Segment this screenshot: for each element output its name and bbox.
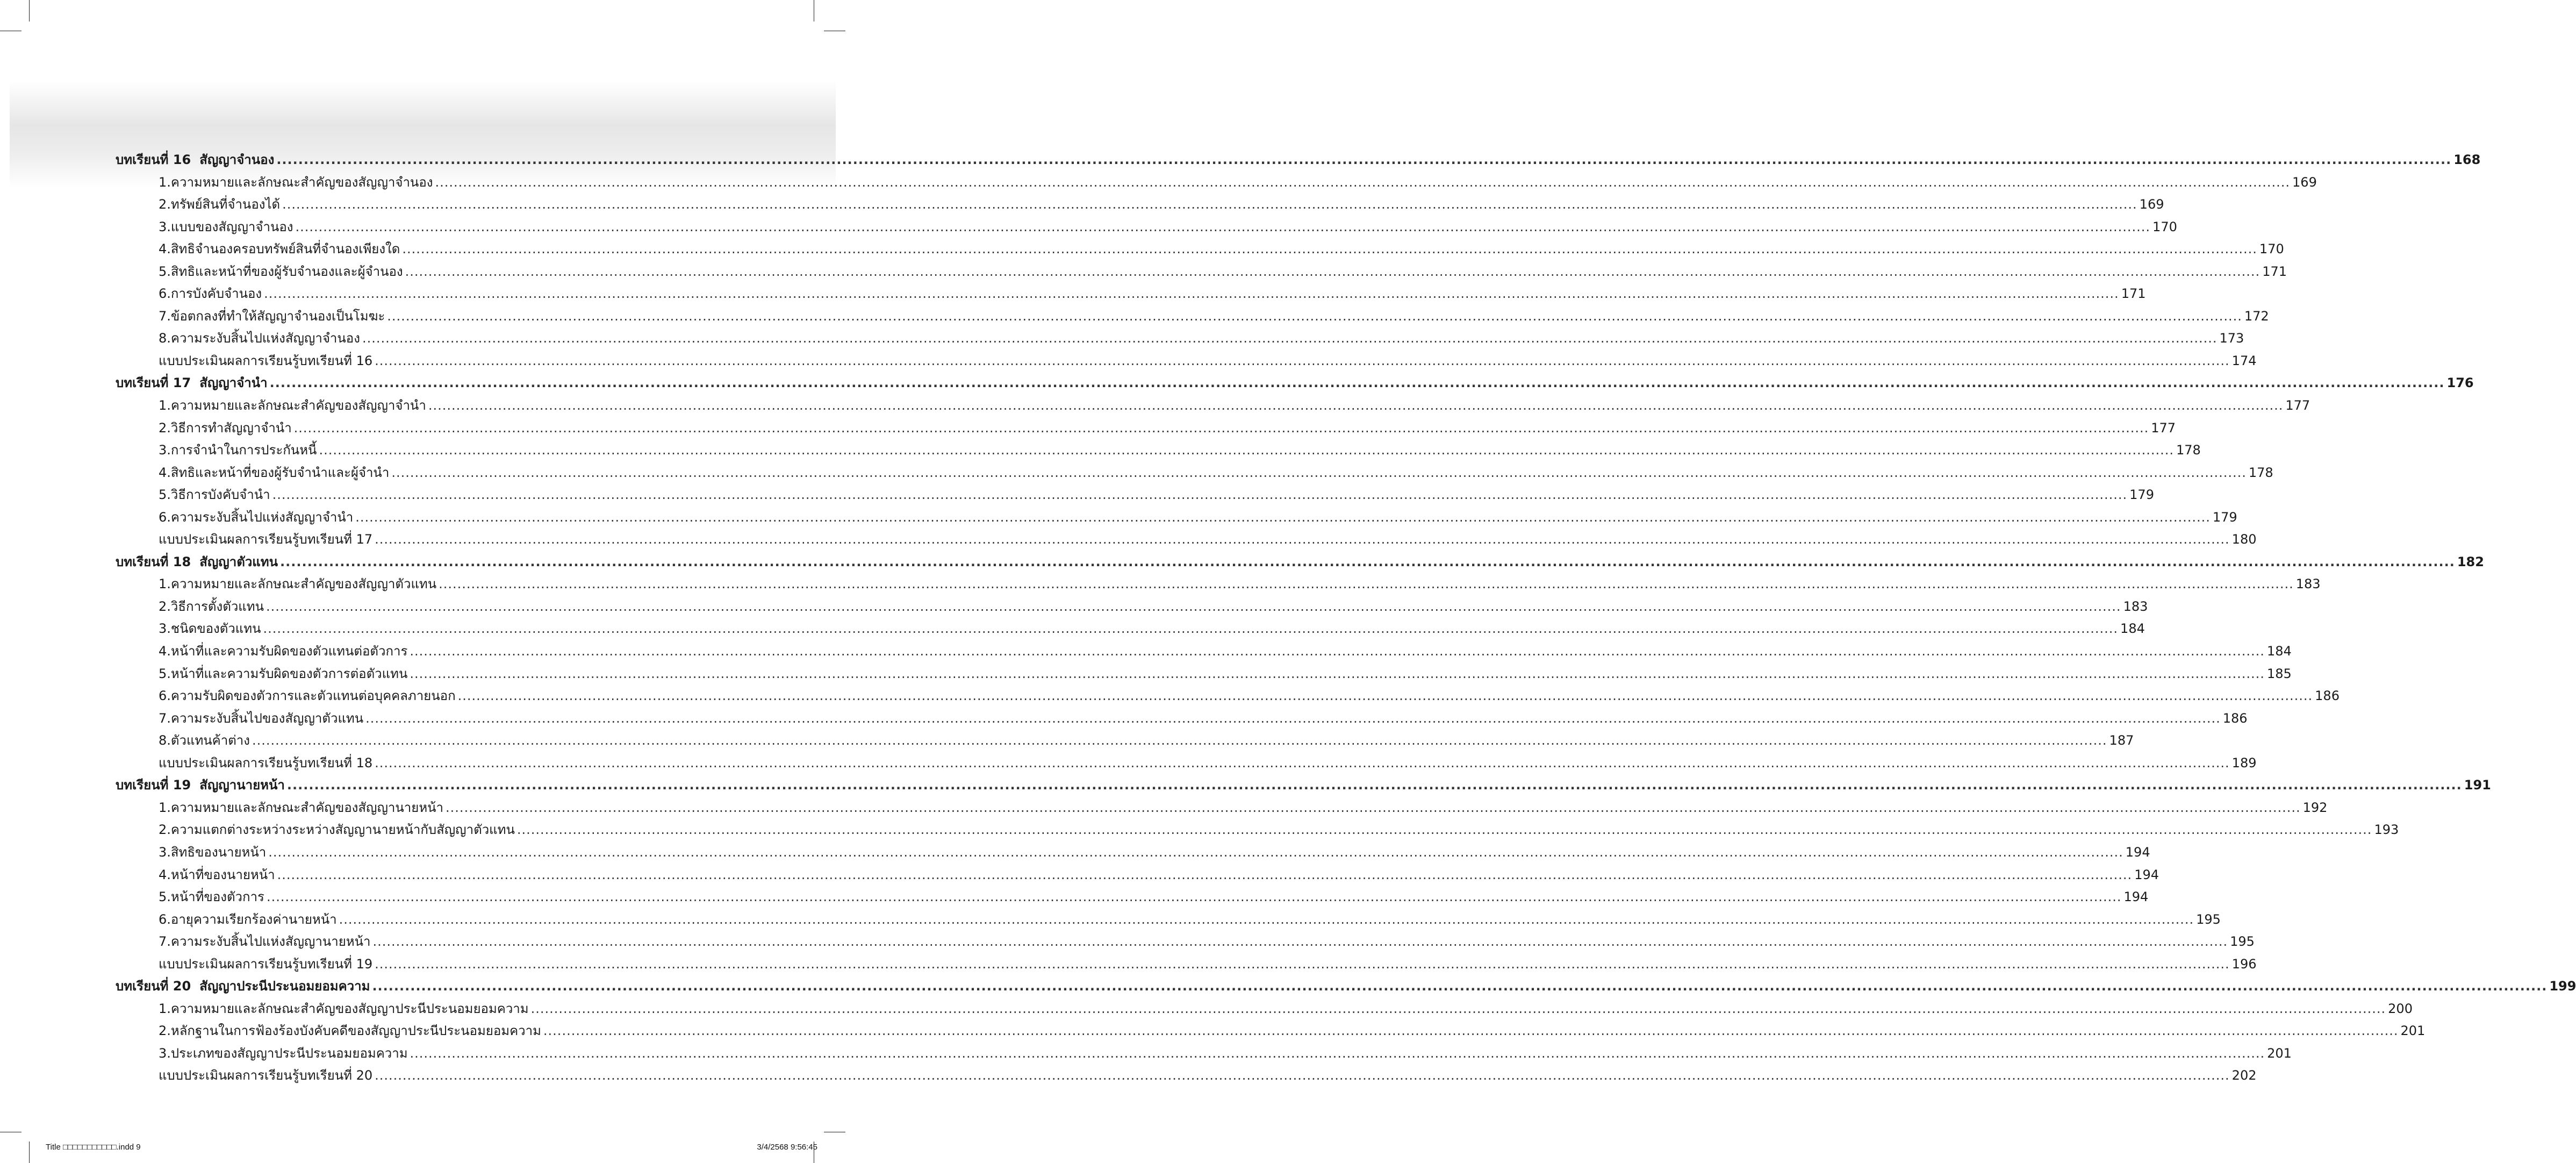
- page-number: 176: [2446, 375, 2474, 391]
- entry-number: 8.: [159, 331, 171, 346]
- dot-leader: ................................................................................................................................................................................................................................................................................................................................................................................................................: [279, 554, 2455, 569]
- dot-leader: ................................................................................................................................................................................................................................................................................................................................................................................................................: [372, 979, 2548, 994]
- toc-entry: [116, 596, 2148, 618]
- toc-assessment-entry: [116, 529, 2257, 551]
- page-number: 186: [2222, 710, 2248, 726]
- entry-title: ทรัพย์สินที่จำนองได้: [170, 197, 281, 212]
- dot-leader: ................................................................................................................................................................................................................................................................................................................................................................................................................: [530, 1001, 2386, 1016]
- dot-leader: ................................................................................................................................................................................................................................................................................................................................................................................................................: [372, 934, 2228, 950]
- entry-number: 1.: [159, 576, 171, 592]
- toc-entry: [116, 283, 2146, 305]
- entry-title: ความระงับสิ้นไปของสัญญาตัวแทน: [170, 710, 364, 726]
- toc-entry: [116, 194, 2164, 216]
- toc-assessment-entry: [116, 752, 2257, 775]
- entry-title: ความหมายและลักษณะสำคัญของสัญญาตัวแทน: [170, 576, 437, 592]
- entry-number: 2.: [159, 197, 171, 212]
- entry-title: หน้าที่และความรับผิดของตัวแทนต่อตัวการ: [170, 644, 408, 659]
- entry-number: 2.: [159, 420, 171, 436]
- entry-title: สิทธิของนายหน้า: [170, 844, 267, 860]
- entry-title: แบบประเมินผลการเรียนรู้บทเรียนที่ 20: [159, 1068, 373, 1083]
- toc-entry: [116, 841, 2150, 864]
- entry-number: 7.: [159, 934, 171, 950]
- toc-entry: [116, 998, 2413, 1021]
- entry-title: ความระงับสิ้นไปแห่งสัญญานายหน้า: [170, 934, 371, 950]
- dot-leader: ................................................................................................................................................................................................................................................................................................................................................................................................................: [405, 263, 2261, 279]
- entry-title: วิธีการตั้งตัวแทน: [170, 598, 264, 614]
- toc-entry: [116, 1043, 2292, 1065]
- entry-title: อายุความเรียกร้องค่านายหน้า: [170, 911, 337, 927]
- page-number: 185: [2266, 666, 2292, 681]
- toc-entry: [116, 864, 2159, 887]
- page-number: 178: [2248, 465, 2273, 480]
- entry-title: ความรับผิดของตัวการและตัวแทนต่อบุคคลภายนอก: [170, 688, 456, 704]
- lesson-title: สัญญาประนีประนอมยอมความ: [199, 979, 370, 994]
- entry-number: 4.: [159, 644, 171, 659]
- dot-leader: ................................................................................................................................................................................................................................................................................................................................................................................................................: [435, 174, 2291, 190]
- page-number: 183: [2295, 576, 2321, 592]
- entry-number: 1.: [159, 800, 171, 815]
- toc-entry: [116, 618, 2145, 640]
- entry-title: หน้าที่ของตัวการ: [170, 889, 264, 905]
- entry-number: 7.: [159, 308, 171, 324]
- page-number: 192: [2302, 800, 2328, 815]
- entry-number: 3.: [159, 219, 171, 234]
- dot-leader: ................................................................................................................................................................................................................................................................................................................................................................................................................: [276, 152, 2452, 167]
- toc-entry: [116, 573, 2321, 596]
- dot-leader: ................................................................................................................................................................................................................................................................................................................................................................................................................: [272, 487, 2128, 503]
- dot-leader: ................................................................................................................................................................................................................................................................................................................................................................................................................: [457, 688, 2313, 704]
- dot-leader: ................................................................................................................................................................................................................................................................................................................................................................................................................: [365, 710, 2221, 726]
- entry-number: 6.: [159, 286, 171, 302]
- table-of-contents: [116, 149, 2576, 1087]
- entry-title: แบบของสัญญาจำนอง: [170, 219, 293, 234]
- toc-assessment-entry: [116, 953, 2257, 976]
- entry-number: 2.: [159, 1023, 171, 1039]
- page-number: 195: [2196, 911, 2221, 927]
- toc-entry: [116, 640, 2292, 663]
- entry-title: การจำนำในการประกันหนี้: [170, 443, 317, 458]
- page-number: 170: [2259, 241, 2284, 257]
- crop-mark: [29, 0, 30, 22]
- dot-leader: ................................................................................................................................................................................................................................................................................................................................................................................................................: [375, 532, 2230, 547]
- page-number: 179: [2129, 487, 2154, 503]
- dot-leader: ................................................................................................................................................................................................................................................................................................................................................................................................................: [402, 241, 2257, 257]
- dot-leader: ................................................................................................................................................................................................................................................................................................................................................................................................................: [428, 398, 2284, 413]
- lesson-label: บทเรียนที่ 18: [116, 554, 191, 569]
- page-number: 199: [2549, 979, 2576, 994]
- entry-title: วิธีการทำสัญญาจำนำ: [170, 420, 292, 436]
- entry-title: แบบประเมินผลการเรียนรู้บทเรียนที่ 16: [159, 353, 373, 368]
- toc-entry: [116, 931, 2255, 953]
- entry-number: 3.: [159, 1045, 171, 1061]
- entry-number: 4.: [159, 241, 171, 257]
- page-number: 184: [2266, 644, 2292, 659]
- page-number: 171: [2262, 263, 2287, 279]
- toc-entry: [116, 1020, 2426, 1043]
- toc-entry: [116, 819, 2399, 841]
- dot-leader: ................................................................................................................................................................................................................................................................................................................................................................................................................: [355, 509, 2211, 525]
- entry-title: สิทธิและหน้าที่ของผู้รับจำนำและผู้จำนำ: [170, 465, 390, 480]
- page-number: 194: [2123, 889, 2149, 905]
- dot-leader: ................................................................................................................................................................................................................................................................................................................................................................................................................: [263, 621, 2119, 637]
- entry-number: 1.: [159, 398, 171, 413]
- entry-number: 2.: [159, 598, 171, 614]
- entry-number: 7.: [159, 710, 171, 726]
- dot-leader: ................................................................................................................................................................................................................................................................................................................................................................................................................: [264, 286, 2119, 302]
- page-number: 202: [2231, 1068, 2257, 1083]
- print-slug-timestamp: 3/4/2568 9:56:45: [757, 1143, 817, 1152]
- entry-title: แบบประเมินผลการเรียนรู้บทเรียนที่ 17: [159, 532, 373, 547]
- toc-entry: [116, 439, 2201, 462]
- lesson-label: บทเรียนที่ 20: [116, 979, 191, 994]
- page-number: 200: [2388, 1001, 2413, 1016]
- page-number: 169: [2139, 197, 2164, 212]
- page-number: 173: [2219, 331, 2244, 346]
- page-number: 178: [2176, 443, 2201, 458]
- dot-leader: ................................................................................................................................................................................................................................................................................................................................................................................................................: [439, 576, 2294, 592]
- toc-entry: [116, 462, 2273, 484]
- dot-leader: ................................................................................................................................................................................................................................................................................................................................................................................................................: [295, 219, 2151, 234]
- entry-number: 1.: [159, 1001, 171, 1016]
- entry-title: ตัวแทนค้าต่าง: [170, 733, 250, 748]
- page-number: 180: [2231, 532, 2257, 547]
- entry-title: ความระงับสิ้นไปแห่งสัญญาจำนำ: [170, 509, 354, 525]
- entry-title: ประเภทของสัญญาประนีประนอมยอมความ: [170, 1045, 408, 1061]
- entry-title: ความแตกต่างระหว่างระหว่างสัญญานายหน้ากับสัญญาตัวแทน: [170, 822, 515, 838]
- entry-title: วิธีการบังคับจำนำ: [170, 487, 270, 503]
- toc-entry: [116, 216, 2177, 239]
- page-number: 172: [2244, 308, 2269, 324]
- dot-leader: ................................................................................................................................................................................................................................................................................................................................................................................................................: [410, 1045, 2265, 1061]
- page-number: 171: [2121, 286, 2146, 302]
- entry-number: 6.: [159, 688, 171, 704]
- page-number: 177: [2151, 420, 2176, 436]
- entry-number: 2.: [159, 822, 171, 838]
- entry-number: 5.: [159, 889, 171, 905]
- page-number: 170: [2152, 219, 2177, 234]
- toc-lesson-heading: [116, 774, 2491, 797]
- toc-entry: [116, 417, 2176, 440]
- dot-leader: ................................................................................................................................................................................................................................................................................................................................................................................................................: [543, 1023, 2399, 1039]
- lesson-title: สัญญานายหน้า: [199, 777, 285, 793]
- page-number: 179: [2212, 509, 2237, 525]
- page-number: 196: [2231, 956, 2257, 972]
- toc-entry: [116, 327, 2244, 350]
- entry-number: 1.: [159, 174, 171, 190]
- crop-mark: [29, 1141, 30, 1163]
- lesson-title: สัญญาจำนอง: [199, 152, 275, 167]
- dot-leader: ................................................................................................................................................................................................................................................................................................................................................................................................................: [268, 844, 2123, 860]
- print-slug-filename: Title □□□□□□□□□□□.indd 9: [46, 1143, 141, 1152]
- page-number: 194: [2134, 867, 2159, 882]
- toc-entry: [116, 708, 2248, 730]
- entry-title: สิทธิจำนองครอบทรัพย์สินที่จำนองเพียงใด: [170, 241, 400, 257]
- entry-number: 3.: [159, 443, 171, 458]
- entry-number: 4.: [159, 867, 171, 882]
- page-number: 201: [2400, 1023, 2426, 1039]
- dot-leader: ................................................................................................................................................................................................................................................................................................................................................................................................................: [391, 465, 2247, 480]
- entry-title: ชนิดของตัวแทน: [170, 621, 261, 637]
- entry-title: แบบประเมินผลการเรียนรู้บทเรียนที่ 18: [159, 755, 373, 770]
- toc-lesson-heading: [116, 551, 2484, 574]
- toc-assessment-entry: [116, 1065, 2257, 1087]
- dot-leader: ................................................................................................................................................................................................................................................................................................................................................................................................................: [375, 353, 2230, 368]
- entry-title: หลักฐานในการฟ้องร้องบังคับคดีของสัญญาประนีประนอมยอมความ: [170, 1023, 541, 1039]
- dot-leader: ................................................................................................................................................................................................................................................................................................................................................................................................................: [319, 443, 2174, 458]
- entry-number: 5.: [159, 487, 171, 503]
- entry-title: ความหมายและลักษณะสำคัญของสัญญาประนีประนอมยอมความ: [170, 1001, 529, 1016]
- entry-title: หน้าที่ของนายหน้า: [170, 867, 275, 882]
- toc-lesson-heading: [116, 149, 2481, 172]
- entry-title: ความระงับสิ้นไปแห่งสัญญาจำนอง: [170, 331, 360, 346]
- entry-title: ความหมายและลักษณะสำคัญของสัญญาจำนอง: [170, 174, 433, 190]
- toc-entry: [116, 886, 2149, 909]
- dot-leader: ................................................................................................................................................................................................................................................................................................................................................................................................................: [277, 867, 2133, 882]
- dot-leader: ................................................................................................................................................................................................................................................................................................................................................................................................................: [446, 800, 2301, 815]
- dot-leader: ................................................................................................................................................................................................................................................................................................................................................................................................................: [266, 598, 2121, 614]
- toc-entry: [116, 172, 2317, 194]
- page-number: 169: [2292, 174, 2317, 190]
- dot-leader: ................................................................................................................................................................................................................................................................................................................................................................................................................: [375, 956, 2230, 972]
- toc-entry: [116, 305, 2269, 328]
- entry-title: ความหมายและลักษณะสำคัญของสัญญาจำนำ: [170, 398, 426, 413]
- dot-leader: ................................................................................................................................................................................................................................................................................................................................................................................................................: [410, 644, 2265, 659]
- toc-entry: [116, 238, 2284, 261]
- page-number: 177: [2285, 398, 2310, 413]
- dot-leader: ................................................................................................................................................................................................................................................................................................................................................................................................................: [286, 777, 2462, 793]
- entry-number: 6.: [159, 911, 171, 927]
- toc-entry: [116, 395, 2310, 417]
- page-number: 183: [2123, 598, 2148, 614]
- page-number: 186: [2315, 688, 2340, 704]
- dot-leader: ................................................................................................................................................................................................................................................................................................................................................................................................................: [252, 733, 2107, 748]
- toc-entry: [116, 484, 2154, 506]
- page-number: 187: [2109, 733, 2134, 748]
- page-number: 189: [2231, 755, 2257, 770]
- dot-leader: ................................................................................................................................................................................................................................................................................................................................................................................................................: [362, 331, 2218, 346]
- entry-title: ข้อตกลงที่ทำให้สัญญาจำนองเป็นโมฆะ: [170, 308, 385, 324]
- dot-leader: ................................................................................................................................................................................................................................................................................................................................................................................................................: [339, 911, 2194, 927]
- dot-leader: ................................................................................................................................................................................................................................................................................................................................................................................................................: [293, 420, 2149, 436]
- toc-entry: [116, 663, 2292, 686]
- entry-title: ความหมายและลักษณะสำคัญของสัญญานายหน้า: [170, 800, 444, 815]
- page-number: 193: [2374, 822, 2399, 838]
- dot-leader: ................................................................................................................................................................................................................................................................................................................................................................................................................: [387, 308, 2242, 324]
- lesson-label: บทเรียนที่ 19: [116, 777, 191, 793]
- entry-number: 4.: [159, 465, 171, 480]
- entry-title: แบบประเมินผลการเรียนรู้บทเรียนที่ 19: [159, 956, 373, 972]
- toc-lesson-heading: [116, 975, 2576, 998]
- entry-title: การบังคับจำนอง: [170, 286, 262, 302]
- page-number: 195: [2230, 934, 2255, 950]
- toc-entry: [116, 685, 2340, 708]
- toc-entry: [116, 909, 2221, 931]
- dot-leader: ................................................................................................................................................................................................................................................................................................................................................................................................................: [266, 889, 2122, 905]
- entry-number: 6.: [159, 509, 171, 525]
- page-number: 194: [2125, 844, 2150, 860]
- entry-number: 5.: [159, 666, 171, 681]
- dot-leader: ................................................................................................................................................................................................................................................................................................................................................................................................................: [410, 666, 2265, 681]
- toc-lesson-heading: [116, 372, 2474, 395]
- dot-leader: ................................................................................................................................................................................................................................................................................................................................................................................................................: [375, 1068, 2230, 1083]
- page-number: 201: [2267, 1045, 2292, 1061]
- lesson-title: สัญญาจำนำ: [199, 375, 268, 391]
- dot-leader: ................................................................................................................................................................................................................................................................................................................................................................................................................: [516, 822, 2372, 838]
- entry-number: 3.: [159, 844, 171, 860]
- entry-number: 3.: [159, 621, 171, 637]
- lesson-title: สัญญาตัวแทน: [199, 554, 278, 569]
- toc-entry: [116, 506, 2237, 529]
- dot-leader: ................................................................................................................................................................................................................................................................................................................................................................................................................: [282, 197, 2137, 212]
- entry-number: 8.: [159, 733, 171, 748]
- entry-number: 5.: [159, 263, 171, 279]
- toc-entry: [116, 797, 2328, 819]
- toc-assessment-entry: [116, 350, 2257, 373]
- toc-entry: [116, 730, 2134, 752]
- page-number: 191: [2464, 777, 2491, 793]
- entry-title: หน้าที่และความรับผิดของตัวการต่อตัวแทน: [170, 666, 408, 681]
- toc-entry: [116, 261, 2287, 283]
- page-number: 168: [2453, 152, 2481, 167]
- page-number: 182: [2457, 554, 2484, 569]
- dot-leader: ................................................................................................................................................................................................................................................................................................................................................................................................................: [375, 755, 2230, 770]
- lesson-label: บทเรียนที่ 16: [116, 152, 191, 167]
- entry-title: สิทธิและหน้าที่ของผู้รับจำนองและผู้จำนอง: [170, 263, 403, 279]
- page-number: 184: [2120, 621, 2145, 637]
- lesson-label: บทเรียนที่ 17: [116, 375, 191, 391]
- dot-leader: ................................................................................................................................................................................................................................................................................................................................................................................................................: [269, 375, 2445, 391]
- page-number: 174: [2231, 353, 2257, 368]
